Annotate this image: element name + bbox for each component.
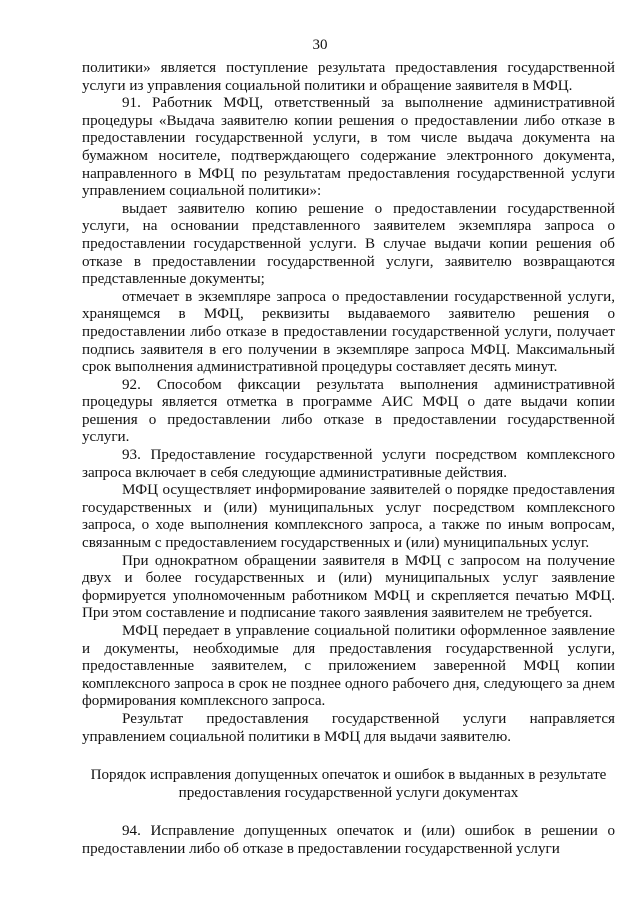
paragraph-mfc-transfer: МФЦ передает в управление социальной политики оформленное заявление и документы, необходимые для предоставления государственной услуги, предоставленные заявителем, с приложением заверенной МФЦ копии комплексного запроса в срок не позднее одного рабочего дня, следующего за днем формирования комплексного запроса. — [82, 623, 615, 710]
paragraph-result: Результат предоставления государственной услуги направляется управлением социальной политики в МФЦ для выдачи заявителю. — [82, 710, 615, 745]
paragraph-single-request: При однократном обращении заявителя в МФЦ с запросом на получение двух и более государственных и (или) муниципальных услуг заявление формируется уполномоченным работником МФЦ и скрепляется печатью МФЦ. При этом составление и подписание такого заявления заявителем не требуется. — [82, 552, 615, 622]
paragraph-92: 92. Способом фиксации результата выполнения административной процедуры является отметка в программе АИС МФЦ о дате выдачи копии решения о предоставлении либо отказе в предоставлении государственной услуги. — [82, 376, 615, 446]
paragraph-91: 91. Работник МФЦ, ответственный за выполнение административной процедуры «Выдача заявителю копии решения о предоставлении либо отказе в предоставлении государственной услуги, в том числе выдача документа на бумажном носителе, подтверждающего содержание электронного документа, направленного в МФЦ по результатам предоставления государственной услуги управлением социальной политики»: — [82, 95, 615, 200]
paragraph-continuation: политики» является поступление результата предоставления государственной услуги из управления социальной политики и обращение заявителя в МФЦ. — [82, 60, 615, 94]
paragraph-93: 93. Предоставление государственной услуги посредством комплексного запроса включает в себя следующие административные действия. — [82, 447, 615, 481]
page-number: 30 — [312, 37, 328, 53]
paragraph-issue-copy: выдает заявителю копию решение о предоставлении государственной услуги, на основании представленного заявителем экземпляра запроса о предоставлении государственной услуги. В случае выдачи копии решения об отказе в предоставлении государственной услуги, заявителю возвращаются представленные документы; — [82, 200, 615, 288]
section-heading: Порядок исправления допущенных опечаток и ошибок в выданных в результате предоставления государственной услуги документах — [90, 767, 607, 801]
paragraph-94: 94. Исправление допущенных опечаток и (или) ошибок в решении о предоставлении либо об отказе в предоставлении государственной услуги — [82, 823, 615, 857]
document-body — [82, 60, 615, 859]
paragraph-mark-request: отмечает в экземпляре запроса о предоставлении государственной услуги, хранящемся в МФЦ, реквизиты выдаваемого заявителю решения о предоставлении либо отказе в предоставлении государственной услуги, получает подпись заявителя в его получении в экземпляре запроса МФЦ. Максимальный срок выполнения административной процедуры составляет десять минут. — [82, 288, 615, 376]
paragraph-mfc-informing: МФЦ осуществляет информирование заявителей о порядке предоставления государственных и (или) муниципальных услуг посредством комплексного запроса, о ходе выполнения комплексного запроса, а также по иным вопросам, связанным с предоставлением государственных и (или) муниципальных услуг. — [82, 482, 615, 552]
